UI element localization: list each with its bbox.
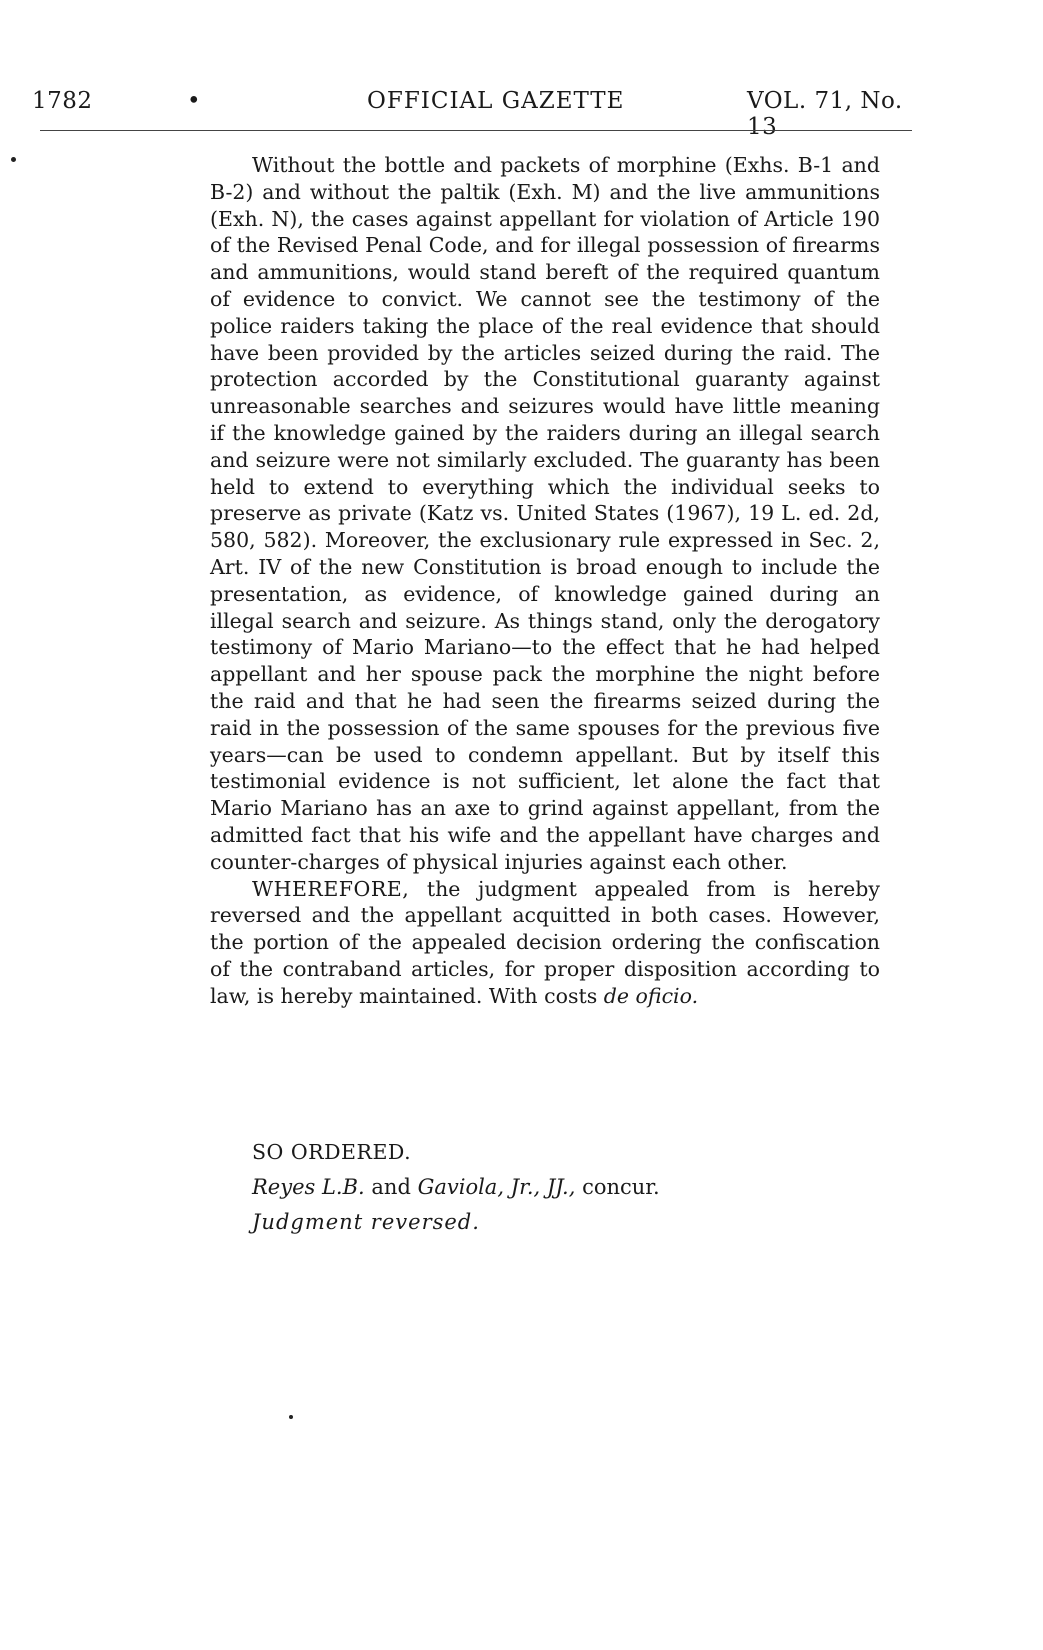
concurring-judge-2: Gaviola, Jr., JJ., (417, 1175, 576, 1199)
page-header (32, 88, 912, 140)
wherefore-lead: WHEREFORE, (252, 876, 410, 901)
paragraph-disposition (210, 876, 880, 1010)
publication-title: OFFICIAL GAZETTE (367, 88, 625, 114)
concurring-judge-1: Reyes L.B. (252, 1175, 365, 1199)
judgment-line: Judgment reversed. (252, 1210, 480, 1234)
so-ordered (252, 1140, 411, 1164)
margin-dot (289, 1415, 293, 1419)
so-ordered-text: SO ORDERED. (252, 1140, 412, 1164)
concur-and: and (364, 1175, 418, 1199)
costs-italic: de oficio. (603, 983, 699, 1008)
margin-dot (11, 157, 16, 162)
disposition-text: the judgment appealed from is hereby reversed and the appellant acquitted in both cases. However, the portion of the appealed decision ordering the confiscation of the contraband articles, for proper disposition according to law, is hereby maintained. With costs (210, 876, 880, 1008)
volume-number: VOL. 71, No. 13 (747, 88, 903, 140)
concurrence-line (252, 1175, 660, 1199)
opinion-body (210, 152, 880, 1010)
concur-word: concur. (575, 1175, 660, 1199)
header-rule (40, 130, 912, 131)
page-number: 1782 (32, 88, 93, 114)
paragraph-evidence: Without the bottle and packets of morphine (Exhs. B-1 and B-2) and without the paltik (Exh. M) and the live ammunitions (Exh. N), the cases against appellant for violation of Article 190 of the Revised Penal Code, and for illegal possession of firearms and ammunitions, would stand bereft of the required quantum of evidence to convict. We cannot see the testimony of the police raiders taking the place of the real evidence that should have been provided by the articles seized during the raid. The protection accorded by the Constitutional guaranty against unreasonable searches and seizures would have little meaning if the knowledge gained by the raiders during an illegal search and seizure were not similarly excluded. The guaranty has been held to extend to everything which the individual seeks to preserve as private (Katz vs. United States (1967), 19 L. ed. 2d, 580, 582). Moreover, the exclusionary rule expressed in Sec. 2, Art. IV of the new Constitution is broad enough to include the presentation, as evidence, of knowledge gained during an illegal search and seizure. As things stand, only the derogatory testimony of Mario Mariano—to the effect that he had helped appellant and her spouse pack the morphine the night before the raid and that he had seen the firearms seized during the raid in the possession of the same spouses for the previous five years—can be used to condemn appellant. But by itself this testimonial evidence is not sufficient, let alone the fact that Mario Mariano has an axe to grind against appellant, from the admitted fact that his wife and the appellant have charges and counter-charges of physical injuries against each other. (210, 153, 880, 874)
header-bullet: • (187, 88, 202, 114)
